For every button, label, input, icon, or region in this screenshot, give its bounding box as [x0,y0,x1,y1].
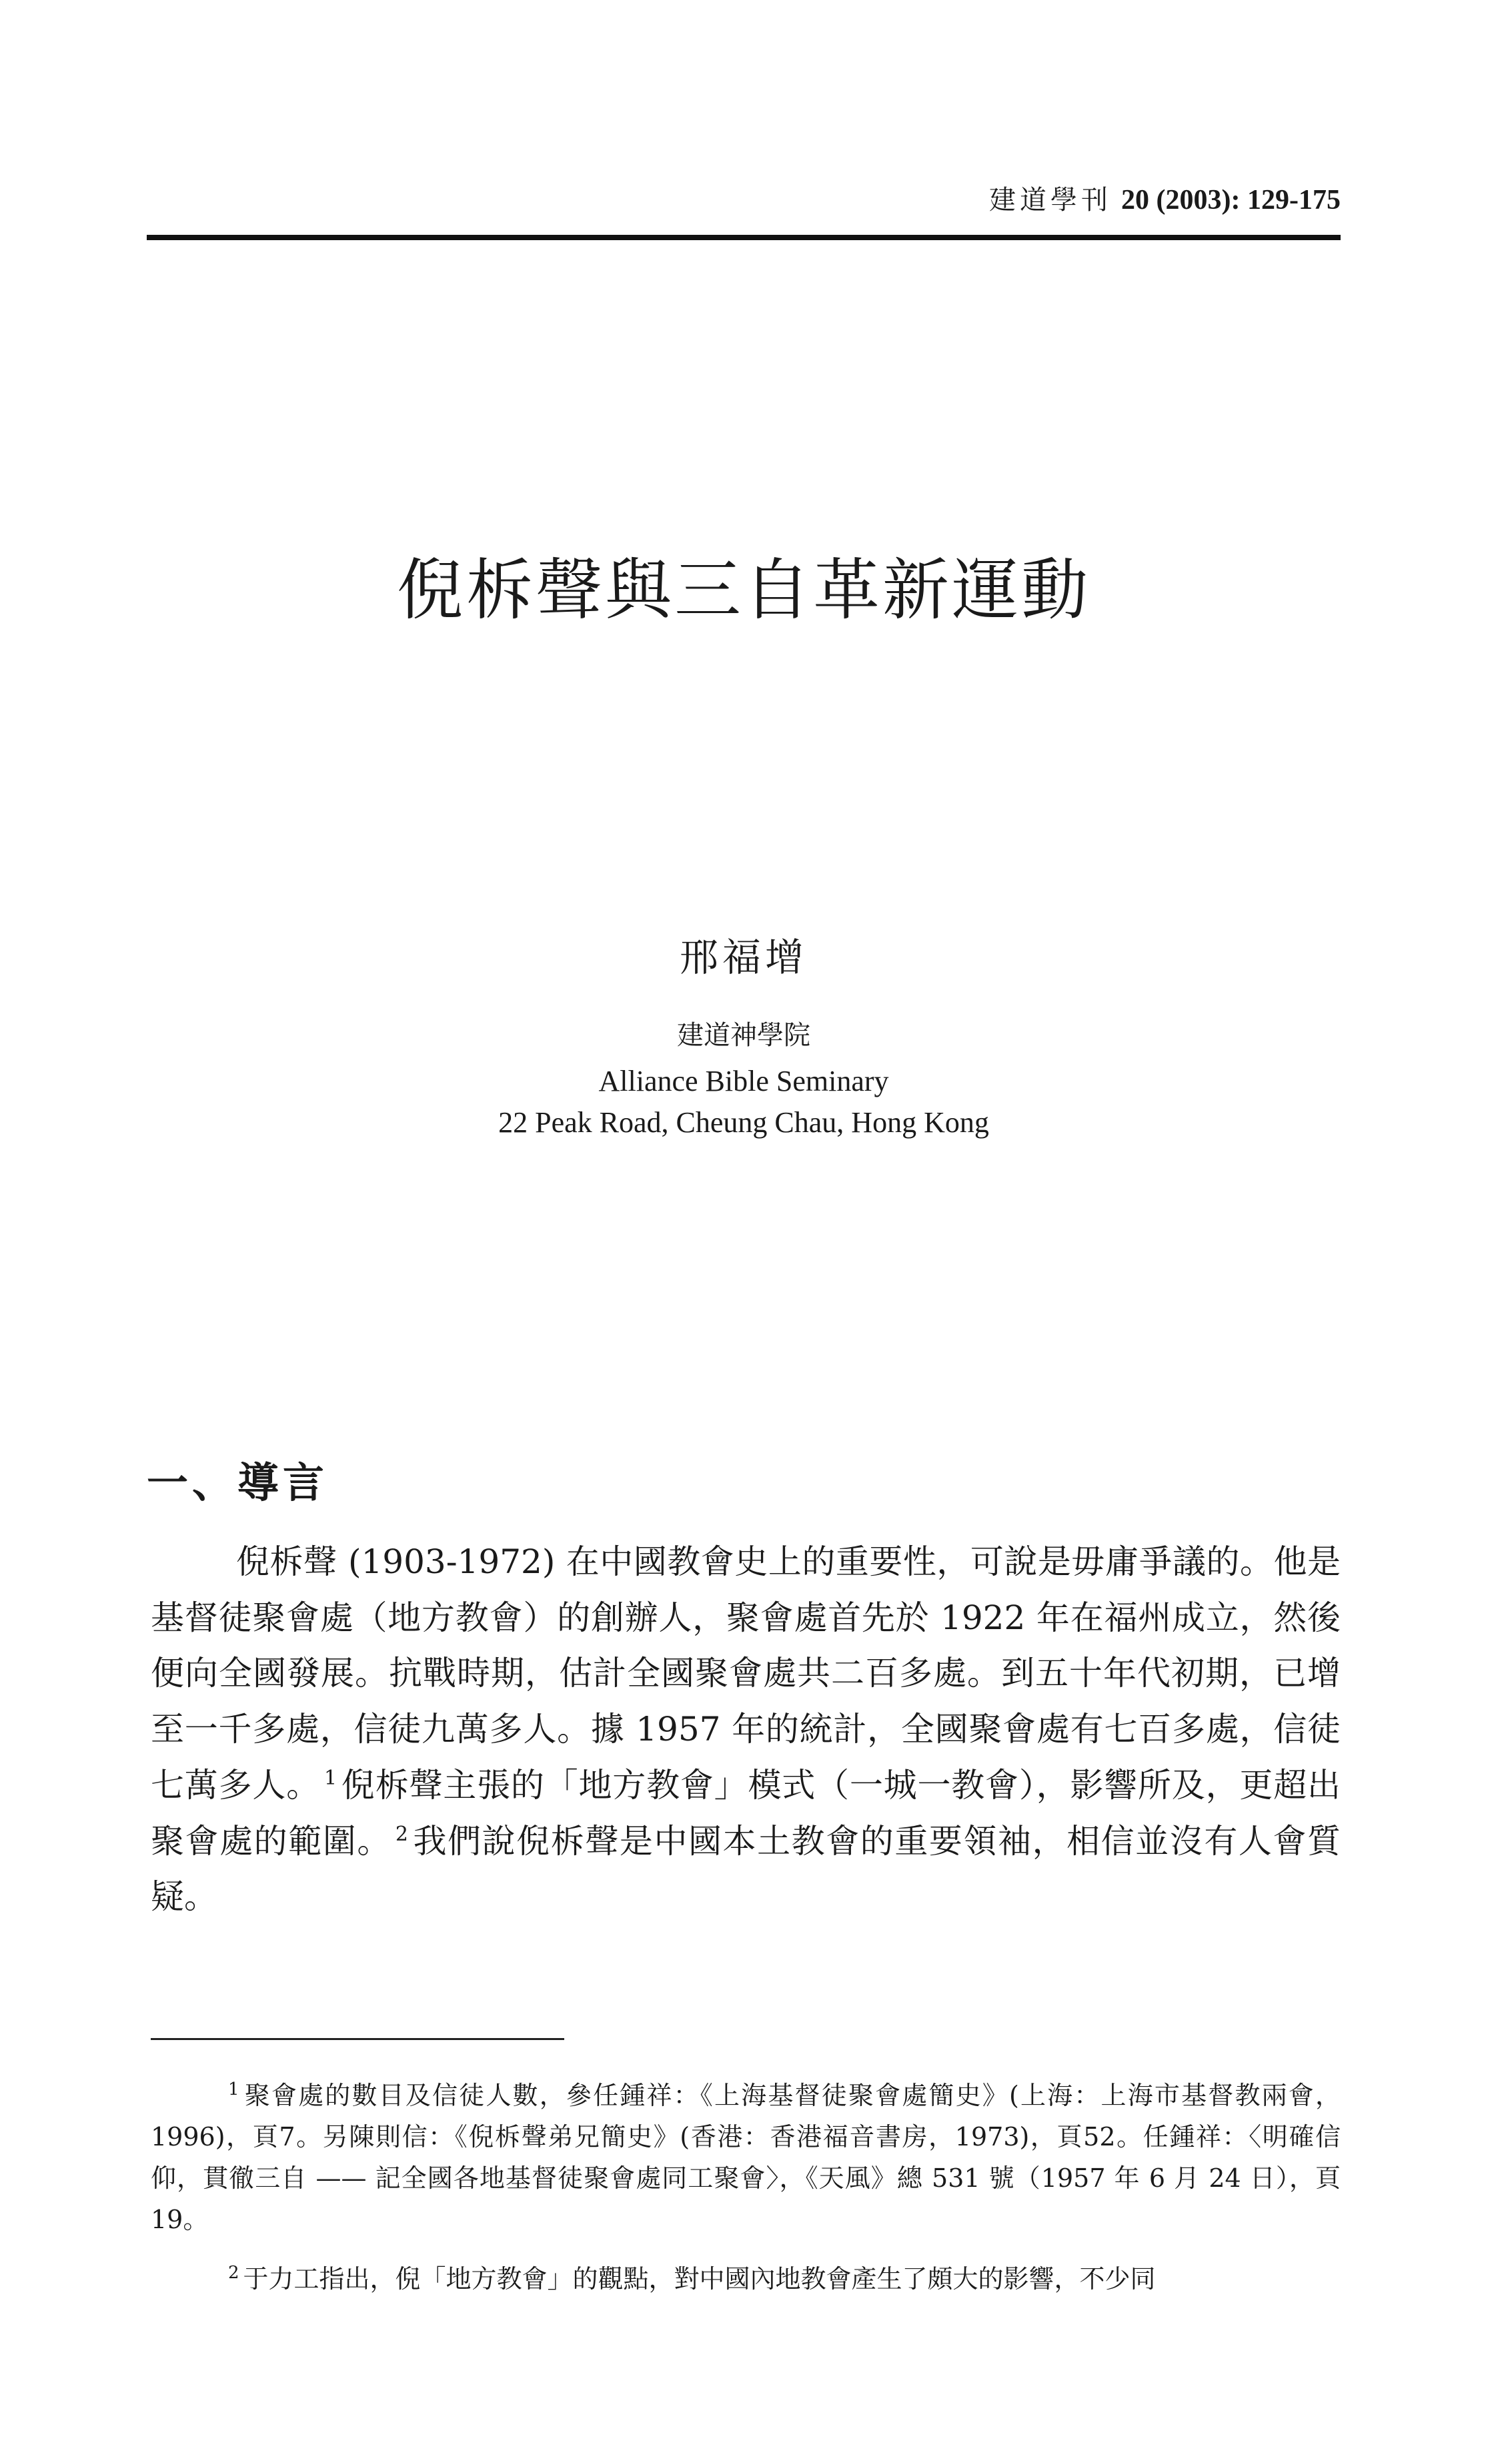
affiliation-address: 22 Peak Road, Cheung Chau, Hong Kong [498,1106,989,1139]
footnote-1 [151,2075,1341,2240]
body-text-1: 倪柝聲 (1903-1972) 在中國教會史上的重要性，可說是毋庸爭議的。他是基督徒聚會處（地方教會）的創辦人，聚會處首先於 1922 年在福州成立，然後便向全國發展。抗戰時期，估計全國聚會處共二百多處。到五十年代初期，已增至一千多處，信徒九萬多人。據 1957 年的統計，全國聚會處有七百多處，信徒七萬多人。 [151,1542,1341,1805]
header-rule [147,235,1341,240]
footnote-separator [151,2038,564,2040]
body-text-2: 倪柝聲主張的「地方教會」模式（一城一教會），影響所及，更超出聚會處的範圍。 [151,1765,1341,1861]
running-header [147,180,1341,220]
author-name: 邢福增 [679,935,808,980]
section-heading: 一、導言 [147,1458,329,1507]
affiliation-english: Alliance Bible Seminary [598,1065,889,1097]
footnote-ref-1[interactable]: 1 [324,1767,337,1791]
journal-citation: 20 (2003): 129-175 [1121,185,1341,215]
article-title: 倪柝聲與三自革新運動 [397,551,1090,629]
footnote-2 [151,2258,1341,2300]
affiliation-chinese: 建道神學院 [677,1020,810,1051]
journal-name: 建道學刊 [989,185,1112,215]
body-text-3: 我們說倪柝聲是中國本土教會的重要領袖，相信並沒有人會質疑。 [151,1821,1341,1917]
footnote-2-text: 于力工指出，倪「地方教會」的觀點，對中國內地教會產生了頗大的影響，不少同 [243,2264,1156,2294]
footnote-1-mark: 1 [228,2079,239,2100]
body-paragraph [151,1534,1341,1925]
footnote-2-mark: 2 [228,2263,239,2284]
footnote-1-text: 聚會處的數目及信徒人數，參任鍾祥：《上海基督徒聚會處簡史》(上海：上海市基督教兩會，1996)，頁7。另陳則信：《倪柝聲弟兄簡史》(香港：香港福音書房，1973)，頁52。任鍾祥：〈明確信仰，貫徹三自 —— 記全國各地基督徒聚會處同工聚會〉，《天風》總 531 號（1957 年 6 月 24 日），頁 19。 [151,2081,1341,2234]
footnote-ref-2[interactable]: 2 [395,1822,408,1846]
